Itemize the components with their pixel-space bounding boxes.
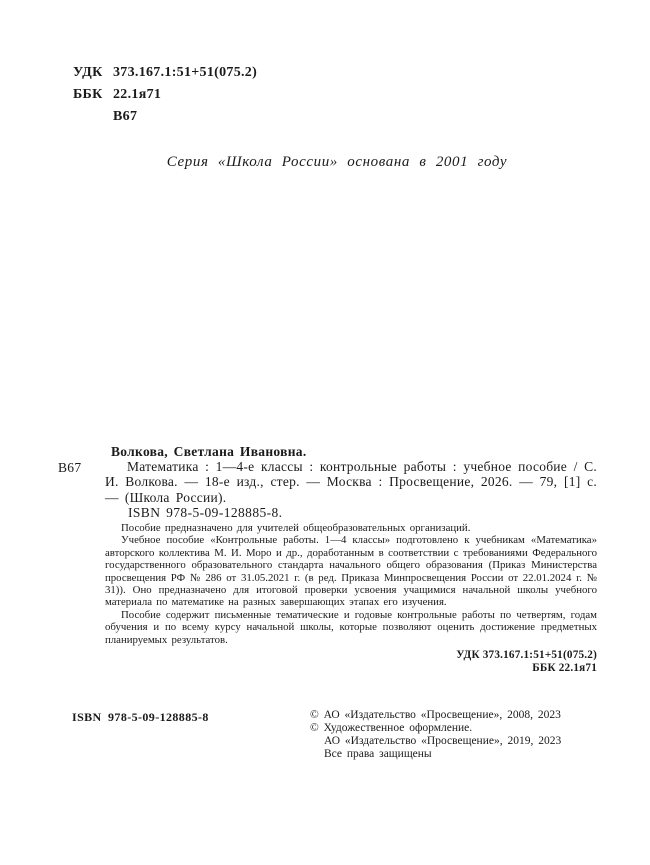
card-author-name: Волкова, Светлана Ивановна.: [111, 444, 307, 459]
udk-row: [73, 62, 257, 84]
udk-bottom: УДК 373.167.1:51+51(075.2): [456, 649, 597, 662]
catalog-card-text: [105, 444, 597, 675]
copyright-line-rights: Все права защищены: [324, 748, 432, 760]
bbk-label: ББК: [73, 87, 103, 102]
bbk-row: [73, 84, 257, 106]
footer-isbn: ISBN 978-5-09-128885-8: [72, 710, 209, 724]
bbk-value: 22.1я71: [113, 87, 162, 102]
card-isbn: ISBN 978-5-09-128885-8.: [128, 504, 283, 520]
author-code: В67: [113, 109, 138, 124]
card-bibliographic-description: Математика : 1—4-е классы : контрольные работы : учебное пособие / С. И. Волкова. — 18-е изд., стер. — Москва : Просвещение, 2026. — 79, [1] с. — (Школа России).: [105, 459, 597, 505]
series-line: Серия «Школа России» основана в 2001 году: [166, 154, 508, 170]
bbk-bottom: ББК 22.1я71: [532, 662, 597, 675]
copyright-line-publisher-2: АО «Издательство «Просвещение», 2019, 2023: [324, 735, 562, 747]
copyright-block: [310, 709, 561, 761]
catalog-card: [58, 444, 597, 675]
copyright-line-publisher: © АО «Издательство «Просвещение», 2008, 2023: [310, 709, 561, 721]
classification-block-bottom: [105, 649, 597, 675]
annotation-paragraph-2: Учебное пособие «Контрольные работы. 1—4 классы» подготовлено к учебникам «Математика» авторского коллектива М. И. Моро и др., доработанным в соответствии с требованиями Федерального государственного образовательного стандарта начального общего образования (Приказ Министерства просвещения РФ № 286 от 31.05.2021 г. (в ред. Приказа Минпросвещения России от 22.01.2024 г. № 31)). Оно предназначено для итоговой проверки усвоения учащимися начальной школы учебного материала по математике на разных завершающих этапах его изучения.: [105, 534, 597, 609]
annotation-block: [105, 522, 597, 646]
classification-block: [73, 62, 257, 128]
annotation-paragraph-1: Пособие предназначено для учителей общеобразовательных организаций.: [121, 522, 471, 535]
card-author-code: В67: [58, 460, 82, 475]
annotation-paragraph-3: Пособие содержит письменные тематические и годовые контрольные работы по четвертям, годам обучения и по всему курсу начальной школы, которые позволяют оценить достижение предметных планируемых результатов.: [105, 608, 597, 646]
author-code-spacer: [73, 106, 113, 128]
author-code-row: [73, 106, 257, 128]
copyright-line-design: © Художественное оформление.: [310, 722, 473, 734]
udk-label: УДК: [73, 65, 103, 80]
udk-value: 373.167.1:51+51(075.2): [113, 65, 258, 80]
